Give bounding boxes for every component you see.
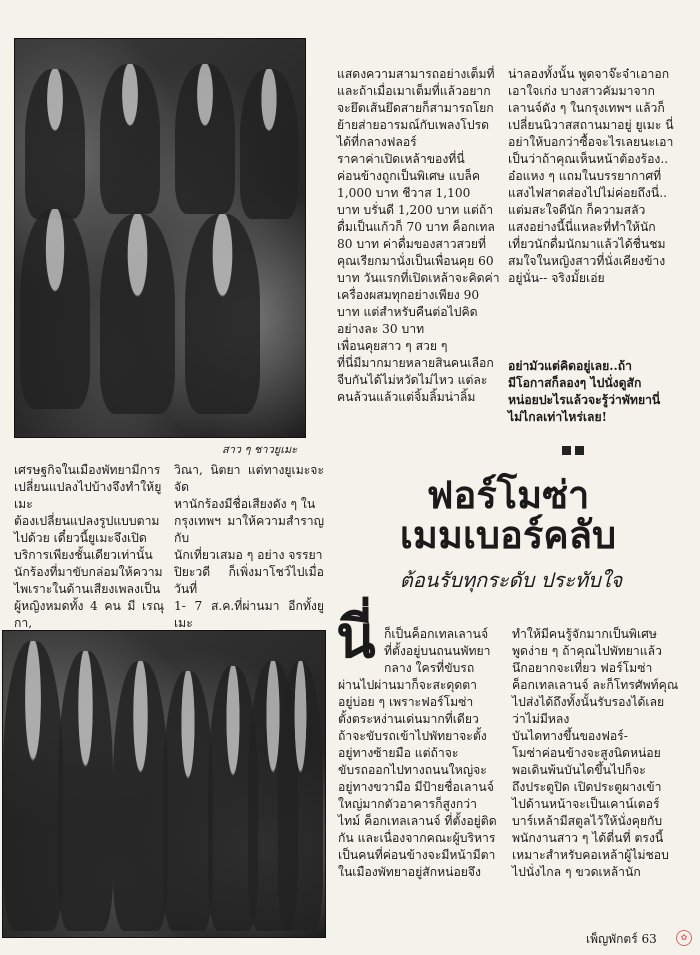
section-marker	[562, 446, 571, 455]
photo-group-bottom	[2, 630, 326, 938]
page-footer	[586, 930, 657, 949]
column-text: วิณา, นิตยา แต่ทางยูเมะจะจัด หานักร้องมีชื่อเสียงดัง ๆ ใน กรุงเทพฯ มาให้ความสำราญกับ นักเที่ยวเสมอ ๆ อย่าง จรรยา ปิยะวดี ก็เพิ่งมาโชว์ไปเมื่อวันที่ 1- 7 ส.ค.ที่ผ่านมา อีกทั้งยูเมะ	[174, 463, 324, 630]
stamp-icon: ✿	[676, 930, 692, 946]
figure	[20, 209, 90, 409]
figure	[100, 214, 175, 414]
figure	[25, 69, 85, 219]
drop-cap: นี่	[336, 603, 376, 671]
section-marker	[575, 446, 584, 455]
column-text: เศรษฐกิจในเมืองพัทยามีการ เปลี่ยนแปลงไปบ้างจึงทำให้ยูเมะ ต้องเปลี่ยนแปลงรูปแบบตาม ไปด้วย เดี๋ยวนี้ยูเมะจึงเปิด บริการเพียงชั้นเดียวเท่านั้น นักร้องที่มาขับกล่อมให้ความ ไพเราะในด้านเสียงเพลงเป็น ผู้หญิงหมดทั้ง 4 คน มี เรณุกา,	[14, 463, 164, 630]
column-text: แสดงความสามารถอย่างเต็มที่ และถ้าเมื่อเมาเต็มที่แล้วอยาก จะยึดเส้นยึดสายก็สามารถโยก ย้ายส่ายอารมณ์กับเพลงโปรด ได้ที่กลางฟลอร์ ราคาค่าเปิดเหล้าของที่นี่ ค่อนข้างถูกเป็นพิเศษ แบล็ค 1,000 บาท ชีวาส 1,100 บาท บรั่นดี 1,200 บาท แต่ถ้า ดื่มเป็นแก้วก็ 70 บาท ค็อกเทล 80 บาท ค่าดื่มของสาวสวยที่ คุณเรียกมานั่งเป็นเพื่อนคุย 60 บาท วันแรกที่เปิดเหล้าจะคิดค่า เครื่องผสมทุกอย่างเพียง 90 บาท แต่สำหรับคืนต่อไปคิด อย่างละ 30 บาท เพื่อนคุยสาว ๆ สวย ๆ ที่นี่มีมากมายหลายสินคนเลือก จีบกันได้ไม่หวัดไม่ไหว แต่ละ คนล้วนแล้วแต่จิ้มลิ้มน่าลิ้ม	[337, 67, 500, 404]
column-closing-text: อย่ามัวแต่คิดอยู่เลย..ถ้า มีโอกาสก็ลองๆ ไปนั่งดูสัก หน่อยปะไรแล้วจะรู้ว่าพัทยานี่ ไม่ไกลเท่าไหร่เลย!	[508, 359, 661, 424]
headline-line-2: เมมเบอร์คลับ	[399, 512, 617, 557]
figure	[163, 671, 213, 931]
article-body-right: ทำให้มีคนรู้จักมากเป็นพิเศษ พูดง่าย ๆ ถ้าคุณไปพัทยาแล้ว นึกอยากจะเที่ยว ฟอร์โมซ่า ค็อกเทลเลานจ์ ละก็โทรศัพท์คุณ ไปส่งได้ถึงทั้งนั้นรับรองได้เลย ว่าไม่มีหลง บันไดทางขึ้นของฟอร์- โมซ่าค่อนข้างจะสูงนิดหน่อย พอเดินพ้นบันไดขึ้นไปก็จะ ถึงประตูปิด เปิดประตูผางเข้า ไปด้านหน้าจะเป็นเคาน์เตอร์ บาร์เหล้ามีสตูลไว้ให้นั่งคุยกับ พนักงานสาว ๆ ได้ตี่นที่ ตรงนี้ เหมาะสำหรับคอเหล้าผู้ไม่ชอบ ไปนั่งไกล ๆ ขวดเหล้านัก	[512, 627, 679, 879]
article-body: ผ่านไปผ่านมาก็จะสะดุดตา อยู่บ่อย ๆ เพราะฟอร์โมซ่า ตั้งตระหง่านเด่นมากที่เดียว ถ้าจะขับรถเข้าไปพัทยาจะตั้ง อยู่ทางซ้ายมือ แต่ถ้าจะ ขับรถออกไปทางถนนใหญ่จะ อยู่ทางขวามือ มีป้ายชื่อเลานจ์ ใหญ่มากตัวอาคารก็สูงกว่า ไทม์ ค็อกเทลเลานจ์ ที่ตั้งอยู่ติด กัน และเนื่องจากคณะผู้บริหาร เป็นคนที่ค่อนข้างจะมีหน้ามีตา ในเมืองพัทยาอยู่สักหน่อยจึง	[338, 678, 497, 879]
figure	[100, 64, 160, 214]
column-text: น่าลองทั้งนั้น พูดจาจ๊ะจ๋าเอาอก เอาใจเก่ง บางสาวคัมมาจาก เลานจ์ดัง ๆ ในกรุงเทพฯ แล้วก็ เปลี่ยนนิวาสสถานมาอยู่ ยูเมะ นี่ อย่าให้บอกว่าซื้อจะไรเลยนะเอา เป็นว่าถ้าคุณเห็นหน้าต้องร้อง.. อ๋อแหง ๆ แถมในบรรยากาศที่ แสงไฟสาดส่องไปไม่ค่อยถึงนี่.. แต่มสะใจดีนัก ก็ความสลัว แสงอย่างนี้นี่แหละที่ทำให้นัก เที่ยวนักดื่มนักมาแล้วได้ชื่นชม สมใจในหญิงสาวที่นั่งเคียงข้าง อยู่นั่น-- จริงมั้ยเอ่ย	[508, 67, 674, 285]
page-number: 63	[641, 932, 657, 946]
figure	[113, 661, 168, 931]
figure	[278, 661, 323, 931]
figure	[3, 641, 63, 931]
figure	[58, 651, 113, 931]
magazine-name: เพ็ญพักตร์	[586, 932, 638, 946]
headline-subtitle: ต้อนรับทุกระดับ ประทับใจ	[399, 568, 623, 592]
article-lead: ก็เป็นค็อกเทลเลานจ์ ที่ตั้งอยู่บนถนนพัทยา กลาง ใครที่ขับรถ	[384, 627, 491, 675]
figure	[240, 69, 298, 219]
photo-group-top	[14, 38, 306, 438]
figure	[185, 214, 260, 414]
photo-caption: สาว ๆ ชาวยูเมะ	[222, 443, 298, 456]
headline-line-1: ฟอร์โมซ่า	[426, 473, 590, 517]
figure	[175, 64, 235, 214]
headline	[388, 473, 628, 557]
